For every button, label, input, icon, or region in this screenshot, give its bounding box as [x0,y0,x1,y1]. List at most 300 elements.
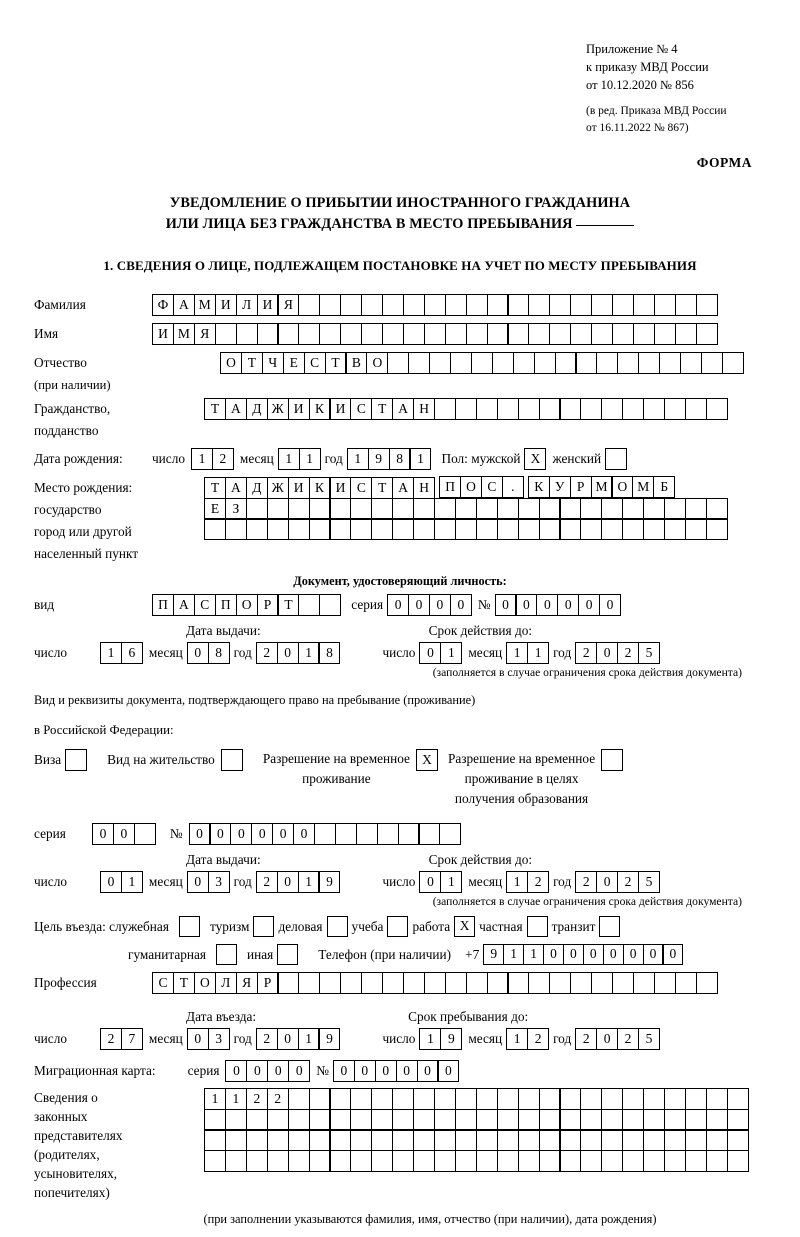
cell[interactable]: 1 [347,448,369,470]
cell[interactable]: И [329,477,351,499]
cell[interactable] [659,352,681,374]
birthplace-row-3[interactable] [204,518,728,540]
cell[interactable] [356,823,378,845]
cell[interactable] [601,1088,623,1110]
cell[interactable]: И [288,398,310,420]
cell[interactable]: 0 [419,871,441,893]
cell[interactable]: М [173,323,195,345]
cell[interactable]: С [350,477,372,499]
cell[interactable]: И [215,294,237,316]
cell[interactable] [392,498,414,520]
cell[interactable]: Н [413,398,435,420]
cell[interactable]: 1 [278,448,300,470]
cell[interactable]: И [257,294,279,316]
cell[interactable]: 1 [506,1028,528,1050]
cell[interactable]: 0 [246,1060,268,1082]
cell[interactable] [329,1129,351,1151]
cell[interactable]: 0 [596,642,618,664]
cell[interactable] [350,1150,372,1172]
cell[interactable]: Ж [267,398,289,420]
cell[interactable] [612,972,634,994]
cell[interactable]: 1 [503,944,524,965]
cell[interactable]: 0 [495,594,517,616]
cell[interactable]: 0 [543,944,564,965]
cell[interactable] [549,323,571,345]
cell[interactable] [371,518,393,540]
cell[interactable] [387,352,409,374]
cell[interactable] [455,1109,477,1131]
doc-valid-month-input[interactable] [506,642,549,664]
cell[interactable]: 1 [299,448,321,470]
mc-number-input[interactable] [333,1060,460,1082]
cell[interactable] [476,1129,498,1151]
cell[interactable]: И [288,477,310,499]
cell[interactable] [314,823,336,845]
cell[interactable] [528,972,550,994]
cell[interactable] [350,498,372,520]
cell[interactable] [216,944,237,965]
cell[interactable] [580,1129,602,1151]
cell[interactable] [246,1129,268,1151]
cell[interactable]: 0 [429,594,451,616]
doc-kind-input[interactable] [152,594,341,616]
cell[interactable] [309,1150,331,1172]
cell[interactable] [685,398,707,420]
cell[interactable]: 6 [121,642,143,664]
cell[interactable] [675,294,697,316]
cell[interactable]: Т [371,398,393,420]
cell[interactable] [706,498,728,520]
cell[interactable] [591,323,613,345]
cell[interactable] [288,498,310,520]
cell[interactable] [643,1129,665,1151]
cell[interactable]: 0 [354,1060,376,1082]
cell[interactable] [298,323,320,345]
cell[interactable]: 1 [298,871,320,893]
cell[interactable] [664,1150,686,1172]
cell[interactable] [429,352,451,374]
cell[interactable]: 0 [277,871,299,893]
cell[interactable] [204,1150,226,1172]
entry-year-input[interactable] [256,1028,341,1050]
cell[interactable] [298,294,320,316]
cell[interactable] [466,294,488,316]
cell[interactable]: Ч [262,352,284,374]
cell[interactable] [253,916,274,937]
doc-series-input[interactable] [387,594,472,616]
cell[interactable] [727,1109,749,1131]
cell[interactable]: 2 [256,642,278,664]
cell[interactable] [664,1109,686,1131]
cell[interactable]: 2 [100,1028,122,1050]
cell[interactable] [601,749,623,771]
stay-valid-day-input[interactable] [419,871,462,893]
cell[interactable] [455,1129,477,1151]
cell[interactable] [706,1129,728,1151]
cell[interactable]: 1 [298,1028,320,1050]
cell[interactable]: 7 [121,1028,143,1050]
cell[interactable] [727,1088,749,1110]
cell[interactable]: 1 [191,448,213,470]
cell[interactable] [267,1129,289,1151]
cell[interactable] [392,1088,414,1110]
cell[interactable]: О [236,594,258,616]
cell[interactable]: Л [236,294,258,316]
cell[interactable] [539,498,561,520]
cell[interactable] [518,498,540,520]
cell[interactable]: 0 [557,594,579,616]
cell[interactable] [361,972,383,994]
cell[interactable] [518,1088,540,1110]
cell[interactable]: X [416,749,438,771]
cell[interactable]: 0 [417,1060,439,1082]
cell[interactable]: 2 [256,1028,278,1050]
cell[interactable]: 5 [638,871,660,893]
cell[interactable] [221,749,243,771]
cell[interactable]: 0 [419,642,441,664]
cell[interactable] [622,1088,644,1110]
stay-year-input[interactable] [575,1028,660,1050]
purpose-business-checkbox[interactable] [327,916,348,937]
doc-issue-month-input[interactable] [187,642,230,664]
stay-number-input[interactable] [189,823,462,845]
cell[interactable]: 2 [256,871,278,893]
cell[interactable] [622,518,644,540]
cell[interactable] [487,972,509,994]
temp-residence-checkbox[interactable] [416,749,438,771]
cell[interactable]: 0 [623,944,644,965]
cell[interactable] [398,823,420,845]
cell[interactable]: А [392,477,414,499]
cell[interactable] [382,972,404,994]
cell[interactable]: М [591,476,613,498]
cell[interactable] [559,518,581,540]
cell[interactable] [134,823,156,845]
cell[interactable] [413,1150,435,1172]
cell[interactable]: 1 [527,642,549,664]
purpose-private-checkbox[interactable] [527,916,548,937]
cell[interactable]: 0 [251,823,273,845]
cell[interactable] [319,594,341,616]
cell[interactable]: 0 [293,823,315,845]
cell[interactable]: 1 [100,642,122,664]
cell[interactable] [361,294,383,316]
citizenship-input[interactable] [204,398,728,420]
cell[interactable] [246,1150,268,1172]
stay-day-input[interactable] [419,1028,462,1050]
cell[interactable]: Т [173,972,195,994]
cell[interactable] [507,294,529,316]
cell[interactable] [633,323,655,345]
cell[interactable] [288,1109,310,1131]
cell[interactable]: Я [194,323,216,345]
cell[interactable] [424,972,446,994]
cell[interactable]: 0 [662,944,683,965]
cell[interactable] [298,972,320,994]
purpose-transit-checkbox[interactable] [599,916,620,937]
purpose-tourism-checkbox[interactable] [253,916,274,937]
cell[interactable] [392,1129,414,1151]
cell[interactable] [559,1088,581,1110]
cell[interactable] [617,352,639,374]
cell[interactable] [371,1088,393,1110]
cell[interactable]: 5 [638,642,660,664]
cell[interactable] [288,518,310,540]
cell[interactable] [225,1150,247,1172]
cell[interactable]: 1 [204,1088,226,1110]
phone-input[interactable] [483,944,683,965]
birthplace-settlement-type-input[interactable] [439,476,524,499]
cell[interactable] [643,518,665,540]
cell[interactable]: С [481,476,503,498]
cell[interactable] [696,323,718,345]
cell[interactable]: 0 [230,823,252,845]
legal-rep-row-2[interactable] [204,1109,749,1131]
cell[interactable] [622,498,644,520]
cell[interactable] [450,352,472,374]
residence-permit-checkbox[interactable] [221,749,243,771]
cell[interactable] [664,518,686,540]
cell[interactable] [377,823,399,845]
cell[interactable]: И [152,323,174,345]
cell[interactable] [696,294,718,316]
cell[interactable]: В [345,352,367,374]
cell[interactable] [455,498,477,520]
cell[interactable] [654,972,676,994]
cell[interactable]: 0 [396,1060,418,1082]
stay-series-input[interactable] [92,823,156,845]
cell[interactable] [612,323,634,345]
cell[interactable]: Т [241,352,263,374]
cell[interactable] [643,1109,665,1131]
cell[interactable] [580,398,602,420]
cell[interactable]: 2 [527,1028,549,1050]
cell[interactable]: 0 [187,1028,209,1050]
sex-female-checkbox[interactable] [605,448,627,470]
cell[interactable] [382,323,404,345]
cell[interactable] [559,1129,581,1151]
cell[interactable] [497,1150,519,1172]
cell[interactable] [596,352,618,374]
cell[interactable]: З [225,498,247,520]
cell[interactable] [434,398,456,420]
cell[interactable] [559,498,581,520]
cell[interactable]: 0 [277,642,299,664]
cell[interactable]: 9 [318,1028,340,1050]
cell[interactable]: О [194,972,216,994]
cell[interactable] [371,1129,393,1151]
cell[interactable] [319,972,341,994]
cell[interactable]: 0 [375,1060,397,1082]
cell[interactable]: 3 [208,871,230,893]
cell[interactable]: 9 [368,448,390,470]
birthplace-state-input[interactable] [204,477,435,499]
cell[interactable] [539,1109,561,1131]
cell[interactable] [476,498,498,520]
cell[interactable] [575,352,597,374]
cell[interactable]: 1 [298,642,320,664]
stay-valid-month-input[interactable] [506,871,549,893]
cell[interactable] [580,1088,602,1110]
cell[interactable] [527,916,548,937]
cell[interactable] [179,916,200,937]
cell[interactable] [309,518,331,540]
cell[interactable]: О [220,352,242,374]
cell[interactable]: 0 [272,823,294,845]
cell[interactable] [327,916,348,937]
cell[interactable]: 0 [92,823,114,845]
cell[interactable] [633,972,655,994]
cell[interactable] [246,1109,268,1131]
cell[interactable] [445,323,467,345]
cell[interactable] [580,1150,602,1172]
cell[interactable] [476,1088,498,1110]
cell[interactable] [487,323,509,345]
cell[interactable] [225,1129,247,1151]
cell[interactable]: 0 [187,871,209,893]
cell[interactable]: 0 [113,823,135,845]
purpose-study-checkbox[interactable] [387,916,408,937]
cell[interactable]: 0 [225,1060,247,1082]
cell[interactable] [350,1088,372,1110]
cell[interactable] [350,1109,372,1131]
cell[interactable]: 0 [408,594,430,616]
cell[interactable] [497,518,519,540]
doc-valid-year-input[interactable] [575,642,660,664]
cell[interactable] [309,498,331,520]
cell[interactable]: Е [204,498,226,520]
cell[interactable] [455,1088,477,1110]
cell[interactable] [497,1088,519,1110]
cell[interactable]: Я [236,972,258,994]
cell[interactable]: 1 [440,871,462,893]
cell[interactable] [601,1129,623,1151]
cell[interactable]: 8 [208,642,230,664]
cell[interactable] [497,1129,519,1151]
cell[interactable]: 0 [187,642,209,664]
cell[interactable]: 1 [440,642,462,664]
purpose-humanitarian-checkbox[interactable] [216,944,237,965]
cell[interactable]: 0 [563,944,584,965]
cell[interactable] [497,498,519,520]
cell[interactable] [288,1150,310,1172]
cell[interactable]: Я [277,294,299,316]
cell[interactable] [361,323,383,345]
cell[interactable] [518,1109,540,1131]
doc-issue-year-input[interactable] [256,642,341,664]
cell[interactable] [507,323,529,345]
cell[interactable]: . [502,476,524,498]
cell[interactable] [424,294,446,316]
cell[interactable] [298,594,320,616]
cell[interactable] [277,944,298,965]
cell[interactable] [215,323,237,345]
cell[interactable] [204,518,226,540]
cell[interactable] [65,749,87,771]
cell[interactable] [570,972,592,994]
cell[interactable]: Л [215,972,237,994]
cell[interactable]: 2 [617,871,639,893]
profession-input[interactable] [152,972,718,994]
cell[interactable] [570,323,592,345]
cell[interactable]: К [309,398,331,420]
cell[interactable] [246,518,268,540]
cell[interactable]: М [632,476,654,498]
cell[interactable] [246,498,268,520]
cell[interactable] [455,518,477,540]
cell[interactable] [267,1150,289,1172]
cell[interactable]: 0 [288,1060,310,1082]
cell[interactable] [408,352,430,374]
cell[interactable]: 2 [575,1028,597,1050]
cell[interactable] [685,1129,707,1151]
cell[interactable] [267,518,289,540]
cell[interactable] [497,398,519,420]
cell[interactable]: 5 [638,1028,660,1050]
cell[interactable] [309,1109,331,1131]
cell[interactable]: 0 [437,1060,459,1082]
cell[interactable] [706,518,728,540]
cell[interactable] [601,518,623,540]
cell[interactable]: А [173,294,195,316]
cell[interactable] [445,972,467,994]
stay-valid-year-input[interactable] [575,871,660,893]
cell[interactable] [518,1150,540,1172]
cell[interactable] [727,1129,749,1151]
cell[interactable] [413,498,435,520]
cell[interactable] [685,1109,707,1131]
cell[interactable]: 1 [121,871,143,893]
cell[interactable] [257,323,279,345]
cell[interactable] [539,398,561,420]
cell[interactable] [685,1150,707,1172]
cell[interactable]: 1 [506,871,528,893]
cell[interactable]: 0 [450,594,472,616]
cell[interactable] [599,916,620,937]
cell[interactable] [329,518,351,540]
cell[interactable] [528,323,550,345]
cell[interactable] [309,1088,331,1110]
cell[interactable] [654,323,676,345]
cell[interactable]: 2 [246,1088,268,1110]
cell[interactable] [622,1150,644,1172]
birth-month-input[interactable] [278,448,321,470]
cell[interactable] [382,294,404,316]
cell[interactable] [605,448,627,470]
cell[interactable]: Т [204,477,226,499]
cell[interactable]: 9 [318,871,340,893]
cell[interactable]: Ф [152,294,174,316]
cell[interactable] [434,1150,456,1172]
purpose-other-checkbox[interactable] [277,944,298,965]
cell[interactable]: С [304,352,326,374]
name-input[interactable] [152,323,718,345]
cell[interactable] [555,352,577,374]
cell[interactable]: 9 [483,944,504,965]
cell[interactable] [403,323,425,345]
cell[interactable]: О [460,476,482,498]
cell[interactable]: 0 [536,594,558,616]
cell[interactable] [277,972,299,994]
cell[interactable]: Т [325,352,347,374]
cell[interactable] [434,1109,456,1131]
cell[interactable] [513,352,535,374]
cell[interactable]: Д [246,477,268,499]
cell[interactable] [664,498,686,520]
cell[interactable] [413,518,435,540]
cell[interactable]: А [225,477,247,499]
cell[interactable] [497,1109,519,1131]
